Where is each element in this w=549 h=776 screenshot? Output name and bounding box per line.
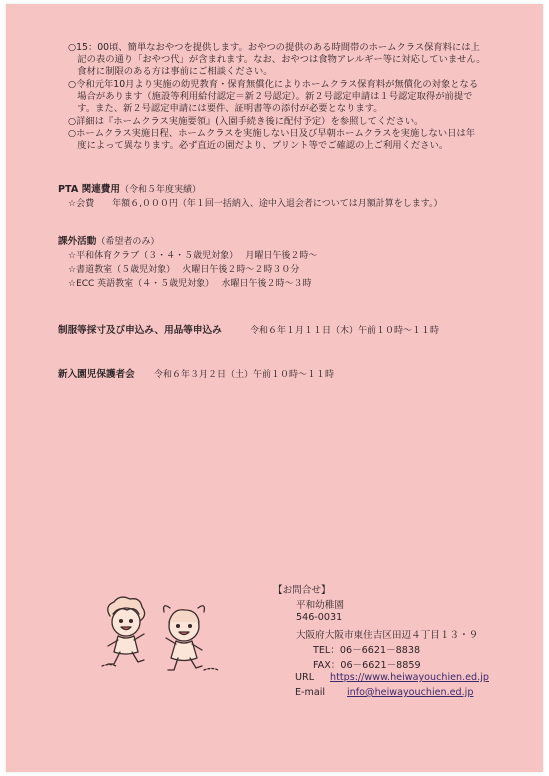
- note-line: 記の表の通り「おやつ代」が含まれます。なお、おやつは食物アレルギー等に対応していません。: [68, 54, 486, 65]
- contact-url-label: URL: [295, 672, 315, 683]
- activities-subtitle: （希望者のみ）: [96, 237, 160, 247]
- document-page: [6, 4, 543, 772]
- note-line: ○ホームクラス実施日程、ホームクラスを実施しない日及び早朝ホームクラスを実施しない日は年: [68, 128, 476, 139]
- uniform-date: 令和６年１月１１日（木）午前１０時～１１時: [250, 326, 440, 336]
- child-left-figure: [102, 597, 145, 666]
- activity-item: ☆ECC 英語教室（４・５歳児対象） 水曜日午後２時～３時: [68, 279, 312, 289]
- note-line: 度によって異なります。必ず直近の園だより、プリント等でご確認の上ご利用ください。: [68, 140, 449, 151]
- parents-meeting-heading: 新入園児保護者会: [58, 369, 135, 380]
- contact-name: 平和幼稚園: [296, 600, 344, 611]
- note-line: ○15：00頃、簡単なおやつを提供します。おやつの提供のある時間帯のホームクラス保育料には上: [68, 42, 480, 53]
- pta-title: PTA 関連費用: [58, 184, 120, 195]
- contact-email-link[interactable]: info@heiwayouchien.ed.jp: [347, 687, 474, 698]
- contact-email-label: E-mail: [295, 687, 326, 698]
- activities-heading: [58, 233, 159, 247]
- contact-address: 大阪府大阪市東住吉区田辺４丁目１３・９: [296, 630, 479, 641]
- child-right-figure: [164, 606, 218, 670]
- note-line: す。また、新２号認定申請には要件、証明書等の添付が必要となります。: [68, 103, 383, 114]
- contact-url-link[interactable]: https://www.heiwayouchien.ed.jp: [330, 672, 489, 683]
- contact-heading: 【お問合せ】: [273, 585, 331, 596]
- children-running-illustration: [96, 594, 226, 682]
- contact-tel: TEL：06－6621－8838: [313, 645, 421, 656]
- contact-fax: FAX：06－6621－8859: [313, 660, 421, 671]
- parents-meeting-date: 令和６年３月２日（土）午前１０時～１１時: [154, 370, 335, 380]
- note-line: ○令和元年10月より実施の幼児教育・保育無償化によりホームクラス保育料が無償化の対象となる: [68, 79, 479, 90]
- pta-subtitle: （令和５年度実績）: [119, 185, 201, 195]
- note-line: ○詳細は『ホームクラス実施要領』(入園手続き後に配付予定）を参照してください。: [68, 116, 424, 127]
- pta-heading: [58, 181, 201, 195]
- activity-item: ☆平和体育クラブ（３・４・５歳児対象） 月曜日午後２時～: [68, 251, 318, 261]
- contact-postal: 546-0031: [296, 612, 343, 623]
- note-line: 場合があります（施設等利用給付認定＝新２号認定）。新２号認定申請は１号認定取得が前提で: [68, 91, 473, 102]
- activities-title: 課外活動: [58, 236, 97, 247]
- uniform-heading: 制服等採寸及び申込み、用品等申込み: [58, 325, 222, 336]
- pta-fee-item: ☆会費 年額６,０００円（年１回一括納入、途中入退会者については月額計算をします。）: [68, 199, 443, 209]
- note-line: 食材に制限のある方は事前にご相談ください。: [68, 66, 273, 77]
- activity-item: ☆書道教室（５歳児対象） 火曜日午後２時～２時３０分: [68, 265, 300, 275]
